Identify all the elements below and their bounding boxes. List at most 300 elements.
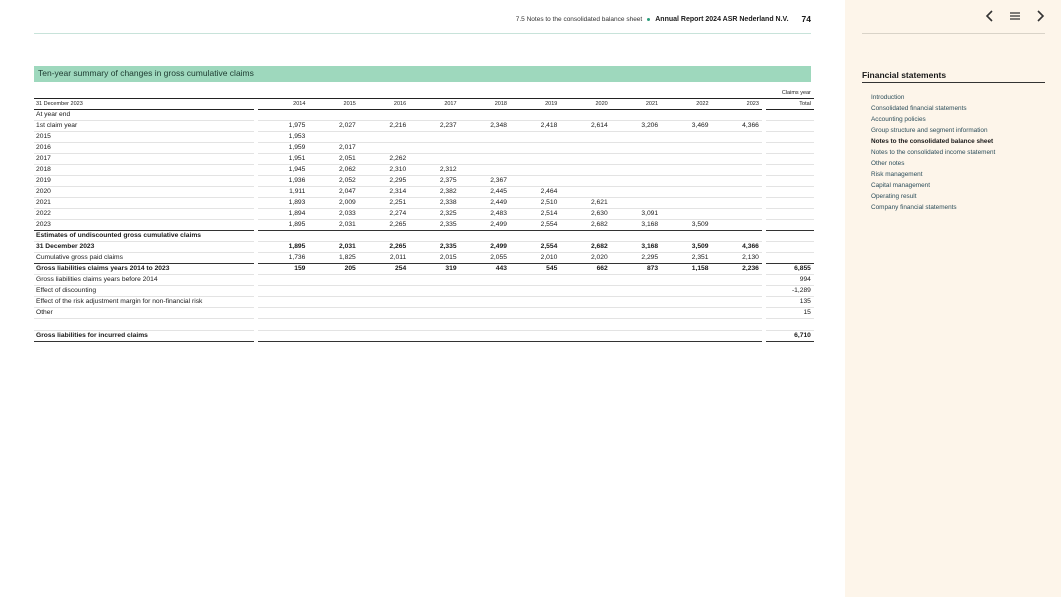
header-blank-cell: [661, 88, 711, 99]
value-cell: [560, 231, 610, 242]
value-cell: [712, 176, 762, 187]
value-cell: [308, 308, 358, 319]
value-cell: 2,295: [611, 253, 661, 264]
value-cell: [560, 187, 610, 198]
value-cell: [409, 143, 459, 154]
value-cell: 2,554: [510, 220, 560, 231]
value-cell: 2,614: [560, 121, 610, 132]
table-row: [34, 242, 814, 253]
value-cell: 662: [560, 264, 610, 275]
row-label: [34, 319, 254, 331]
toc-item[interactable]: Introduction: [871, 94, 905, 101]
value-cell: [661, 297, 711, 308]
value-cell: 2,251: [359, 198, 409, 209]
value-cell: [560, 165, 610, 176]
chevron-right-icon[interactable]: [1035, 10, 1045, 22]
value-cell: [712, 308, 762, 319]
value-cell: 2,510: [510, 198, 560, 209]
value-cell: [661, 198, 711, 209]
value-cell: [409, 319, 459, 331]
value-cell: [308, 110, 358, 121]
header-blank-cell: [308, 88, 358, 99]
value-cell: [359, 297, 409, 308]
total-cell: 135: [766, 297, 814, 308]
value-cell: 2,130: [712, 253, 762, 264]
toc-item[interactable]: Notes to the consolidated balance sheet: [871, 138, 994, 145]
toc-item[interactable]: Capital management: [871, 182, 930, 189]
value-cell: 2,310: [359, 165, 409, 176]
table-row: [34, 331, 814, 342]
value-cell: [661, 286, 711, 297]
value-cell: 1,945: [258, 165, 308, 176]
table-row: [34, 121, 814, 132]
value-cell: [359, 132, 409, 143]
value-cell: [611, 110, 661, 121]
claims-year-label: Claims year: [781, 90, 811, 96]
table-title-bar: [34, 66, 811, 82]
row-label: Effect of discounting: [34, 286, 254, 297]
table-row: [34, 297, 814, 308]
value-cell: 2,449: [460, 198, 510, 209]
value-cell: 1,975: [258, 121, 308, 132]
value-cell: 1,895: [258, 220, 308, 231]
value-cell: [611, 143, 661, 154]
value-cell: 254: [359, 264, 409, 275]
table-header-row: [34, 99, 814, 110]
header-blank-cell: [611, 88, 661, 99]
value-cell: [308, 231, 358, 242]
table-row: [34, 176, 814, 187]
header-blank-cell: [460, 88, 510, 99]
value-cell: [460, 275, 510, 286]
value-cell: 2,338: [409, 198, 459, 209]
value-cell: [712, 154, 762, 165]
value-cell: [560, 297, 610, 308]
year-header: 2018: [460, 99, 510, 110]
value-cell: [460, 165, 510, 176]
value-cell: 2,351: [661, 253, 711, 264]
total-header: Total: [766, 99, 814, 110]
value-cell: 2,052: [308, 176, 358, 187]
value-cell: 2,051: [308, 154, 358, 165]
value-cell: 1,158: [661, 264, 711, 275]
value-cell: 2,682: [560, 220, 610, 231]
row-label: Effect of the risk adjustment margin for non-financial risk: [34, 297, 254, 308]
value-cell: 2,262: [359, 154, 409, 165]
section-breadcrumb[interactable]: 7.5 Notes to the consolidated balance sheet: [515, 15, 643, 23]
value-cell: 2,325: [409, 209, 459, 220]
page-number: 74: [801, 14, 811, 24]
value-cell: [661, 176, 711, 187]
table-row: [34, 220, 814, 231]
table-row: [34, 209, 814, 220]
value-cell: [661, 331, 711, 342]
value-cell: [712, 209, 762, 220]
date-header: 31 December 2023: [34, 99, 254, 110]
year-header: 2015: [308, 99, 358, 110]
value-cell: [359, 319, 409, 331]
value-cell: 3,206: [611, 121, 661, 132]
total-cell: [766, 319, 814, 331]
value-cell: [611, 319, 661, 331]
header-blank-cell: [359, 88, 409, 99]
total-cell: [766, 209, 814, 220]
value-cell: 2,464: [510, 187, 560, 198]
value-cell: [510, 331, 560, 342]
navigation-panel: [845, 0, 1061, 597]
value-cell: 1,953: [258, 132, 308, 143]
toc-item[interactable]: Consolidated financial statements: [871, 105, 967, 112]
value-cell: [510, 275, 560, 286]
total-cell: [766, 110, 814, 121]
value-cell: 3,091: [611, 209, 661, 220]
table-row: [34, 275, 814, 286]
toc-item[interactable]: Notes to the consolidated income statement: [871, 149, 996, 156]
value-cell: [308, 132, 358, 143]
header-blank-cell: [409, 88, 459, 99]
value-cell: [409, 308, 459, 319]
value-cell: 3,509: [661, 220, 711, 231]
value-cell: 2,295: [359, 176, 409, 187]
value-cell: 545: [510, 264, 560, 275]
value-cell: [510, 319, 560, 331]
value-cell: [560, 154, 610, 165]
value-cell: 1,959: [258, 143, 308, 154]
value-cell: [611, 331, 661, 342]
value-cell: 2,237: [409, 121, 459, 132]
value-cell: [258, 275, 308, 286]
year-header: 2021: [611, 99, 661, 110]
value-cell: 1,911: [258, 187, 308, 198]
page-nav: [985, 10, 1045, 22]
row-label: 2019: [34, 176, 254, 187]
value-cell: 2,055: [460, 253, 510, 264]
total-cell: [766, 242, 814, 253]
value-cell: [460, 231, 510, 242]
value-cell: [661, 132, 711, 143]
value-cell: [308, 275, 358, 286]
value-cell: [510, 286, 560, 297]
header-divider: [34, 33, 811, 34]
value-cell: 2,335: [409, 242, 459, 253]
value-cell: [258, 319, 308, 331]
value-cell: [661, 319, 711, 331]
value-cell: [661, 165, 711, 176]
value-cell: [409, 297, 459, 308]
value-cell: 2,031: [308, 220, 358, 231]
value-cell: [409, 231, 459, 242]
value-cell: [611, 275, 661, 286]
total-cell: [766, 143, 814, 154]
value-cell: 873: [611, 264, 661, 275]
row-label: 2018: [34, 165, 254, 176]
value-cell: 3,168: [611, 220, 661, 231]
value-cell: [661, 209, 711, 220]
header-blank-cell: [560, 88, 610, 99]
value-cell: [409, 275, 459, 286]
value-cell: [712, 198, 762, 209]
row-label: 31 December 2023: [34, 242, 254, 253]
value-cell: 2,009: [308, 198, 358, 209]
value-cell: [359, 143, 409, 154]
value-cell: [460, 110, 510, 121]
table-row: [34, 165, 814, 176]
value-cell: [308, 319, 358, 331]
value-cell: [611, 165, 661, 176]
value-cell: [611, 198, 661, 209]
value-cell: [560, 275, 610, 286]
value-cell: [409, 331, 459, 342]
value-cell: 2,216: [359, 121, 409, 132]
toc-item[interactable]: Company financial statements: [871, 204, 957, 211]
value-cell: 2,375: [409, 176, 459, 187]
value-cell: [560, 110, 610, 121]
value-cell: 4,366: [712, 242, 762, 253]
total-cell: [766, 132, 814, 143]
row-label: Gross liabilities claims years 2014 to 2023: [34, 264, 254, 275]
toc-item[interactable]: Operating result: [871, 193, 917, 200]
value-cell: [460, 286, 510, 297]
year-header: 2019: [510, 99, 560, 110]
value-cell: [611, 231, 661, 242]
row-label: 2015: [34, 132, 254, 143]
value-cell: [611, 176, 661, 187]
row-label: Cumulative gross paid claims: [34, 253, 254, 264]
value-cell: [560, 319, 610, 331]
value-cell: 2,554: [510, 242, 560, 253]
value-cell: 1,894: [258, 209, 308, 220]
value-cell: [611, 187, 661, 198]
value-cell: [611, 297, 661, 308]
value-cell: 2,499: [460, 220, 510, 231]
value-cell: [409, 110, 459, 121]
table-row: [34, 198, 814, 209]
row-label: Estimates of undiscounted gross cumulative claims: [34, 231, 254, 242]
value-cell: [560, 132, 610, 143]
total-cell: 6,710: [766, 331, 814, 342]
value-cell: 2,445: [460, 187, 510, 198]
value-cell: 3,509: [661, 242, 711, 253]
year-header: 2023: [712, 99, 762, 110]
value-cell: [560, 308, 610, 319]
value-cell: 159: [258, 264, 308, 275]
row-label: 2016: [34, 143, 254, 154]
value-cell: [359, 275, 409, 286]
value-cell: 2,015: [409, 253, 459, 264]
total-cell: [766, 154, 814, 165]
year-header: 2016: [359, 99, 409, 110]
value-cell: [661, 143, 711, 154]
report-title: Annual Report 2024 ASR Nederland N.V.: [655, 15, 789, 23]
value-cell: 2,348: [460, 121, 510, 132]
value-cell: [510, 132, 560, 143]
header-blank-cell: [510, 88, 560, 99]
value-cell: [560, 331, 610, 342]
table-row: [34, 187, 814, 198]
value-cell: [611, 308, 661, 319]
value-cell: [712, 110, 762, 121]
value-cell: 2,483: [460, 209, 510, 220]
total-cell: [766, 176, 814, 187]
toc-item[interactable]: Other notes: [871, 160, 905, 167]
value-cell: 205: [308, 264, 358, 275]
value-cell: [460, 143, 510, 154]
value-cell: [409, 286, 459, 297]
value-cell: 2,335: [409, 220, 459, 231]
value-cell: [661, 275, 711, 286]
value-cell: [258, 308, 308, 319]
table-row: [34, 319, 814, 331]
row-label: 1st claim year: [34, 121, 254, 132]
value-cell: 2,682: [560, 242, 610, 253]
value-cell: [712, 132, 762, 143]
value-cell: [510, 110, 560, 121]
menu-icon[interactable]: [1009, 11, 1021, 21]
value-cell: [409, 154, 459, 165]
value-cell: 3,469: [661, 121, 711, 132]
value-cell: [661, 308, 711, 319]
toc-item[interactable]: Risk management: [871, 171, 923, 178]
header-blank-cell: [712, 88, 762, 99]
table-header-claims-year-row: [34, 88, 814, 99]
value-cell: [460, 331, 510, 342]
value-cell: [258, 297, 308, 308]
value-cell: 4,366: [712, 121, 762, 132]
value-cell: 2,274: [359, 209, 409, 220]
table-row: [34, 286, 814, 297]
table-row: [34, 110, 814, 121]
total-cell: [766, 187, 814, 198]
value-cell: 2,265: [359, 220, 409, 231]
value-cell: [611, 286, 661, 297]
value-cell: [510, 154, 560, 165]
value-cell: [712, 331, 762, 342]
row-label: At year end: [34, 110, 254, 121]
value-cell: 2,047: [308, 187, 358, 198]
value-cell: [460, 154, 510, 165]
value-cell: [712, 275, 762, 286]
claims-table: [34, 88, 814, 342]
total-cell: [766, 198, 814, 209]
value-cell: 2,367: [460, 176, 510, 187]
value-cell: [712, 143, 762, 154]
total-cell: [766, 253, 814, 264]
total-cell: [766, 220, 814, 231]
value-cell: [308, 297, 358, 308]
value-cell: [510, 231, 560, 242]
row-label: Gross liabilities claims years before 2014: [34, 275, 254, 286]
value-cell: 2,630: [560, 209, 610, 220]
value-cell: [611, 154, 661, 165]
value-cell: [359, 110, 409, 121]
value-cell: [510, 143, 560, 154]
value-cell: 2,011: [359, 253, 409, 264]
value-cell: [611, 132, 661, 143]
value-cell: [661, 231, 711, 242]
row-label: 2023: [34, 220, 254, 231]
table-of-contents: [871, 92, 995, 213]
value-cell: [258, 331, 308, 342]
value-cell: 1,825: [308, 253, 358, 264]
page-header: [516, 14, 811, 24]
value-cell: 1,736: [258, 253, 308, 264]
value-cell: [712, 231, 762, 242]
value-cell: 2,514: [510, 209, 560, 220]
separator-dot: [647, 18, 650, 21]
value-cell: [460, 319, 510, 331]
year-header: 2017: [409, 99, 459, 110]
value-cell: 2,010: [510, 253, 560, 264]
value-cell: [258, 286, 308, 297]
value-cell: [460, 297, 510, 308]
value-cell: 2,382: [409, 187, 459, 198]
value-cell: [560, 143, 610, 154]
table-title: Ten-year summary of changes in gross cumulative claims: [38, 68, 254, 78]
value-cell: 1,951: [258, 154, 308, 165]
value-cell: [510, 308, 560, 319]
value-cell: [510, 297, 560, 308]
value-cell: 2,031: [308, 242, 358, 253]
value-cell: [510, 165, 560, 176]
total-cell: 994: [766, 275, 814, 286]
total-cell: -1,289: [766, 286, 814, 297]
value-cell: [661, 187, 711, 198]
total-cell: 15: [766, 308, 814, 319]
year-header: 2022: [661, 99, 711, 110]
row-label: 2020: [34, 187, 254, 198]
chevron-left-icon[interactable]: [985, 10, 995, 22]
value-cell: 1,893: [258, 198, 308, 209]
table-row: [34, 154, 814, 165]
total-cell: 6,855: [766, 264, 814, 275]
panel-divider: [862, 33, 1045, 34]
toc-item[interactable]: Group structure and segment information: [871, 127, 988, 134]
value-cell: [258, 231, 308, 242]
value-cell: 2,017: [308, 143, 358, 154]
value-cell: [712, 286, 762, 297]
value-cell: 2,236: [712, 264, 762, 275]
value-cell: [712, 165, 762, 176]
value-cell: [712, 187, 762, 198]
value-cell: [308, 286, 358, 297]
value-cell: [712, 319, 762, 331]
value-cell: 2,418: [510, 121, 560, 132]
value-cell: 2,265: [359, 242, 409, 253]
row-label: Gross liabilities for incurred claims: [34, 331, 254, 342]
table-row: [34, 264, 814, 275]
total-cell: [766, 231, 814, 242]
value-cell: [510, 176, 560, 187]
total-cell: [766, 165, 814, 176]
value-cell: [712, 220, 762, 231]
value-cell: 2,020: [560, 253, 610, 264]
value-cell: [308, 331, 358, 342]
value-cell: 443: [460, 264, 510, 275]
sidebar-title: Financial statements: [862, 70, 1045, 83]
year-header: 2020: [560, 99, 610, 110]
value-cell: [460, 308, 510, 319]
value-cell: [560, 176, 610, 187]
value-cell: [359, 308, 409, 319]
value-cell: 2,499: [460, 242, 510, 253]
value-cell: [258, 110, 308, 121]
value-cell: 2,314: [359, 187, 409, 198]
toc-item[interactable]: Accounting policies: [871, 116, 926, 123]
year-header: 2014: [258, 99, 308, 110]
row-label: Other: [34, 308, 254, 319]
value-cell: [359, 231, 409, 242]
value-cell: 2,312: [409, 165, 459, 176]
